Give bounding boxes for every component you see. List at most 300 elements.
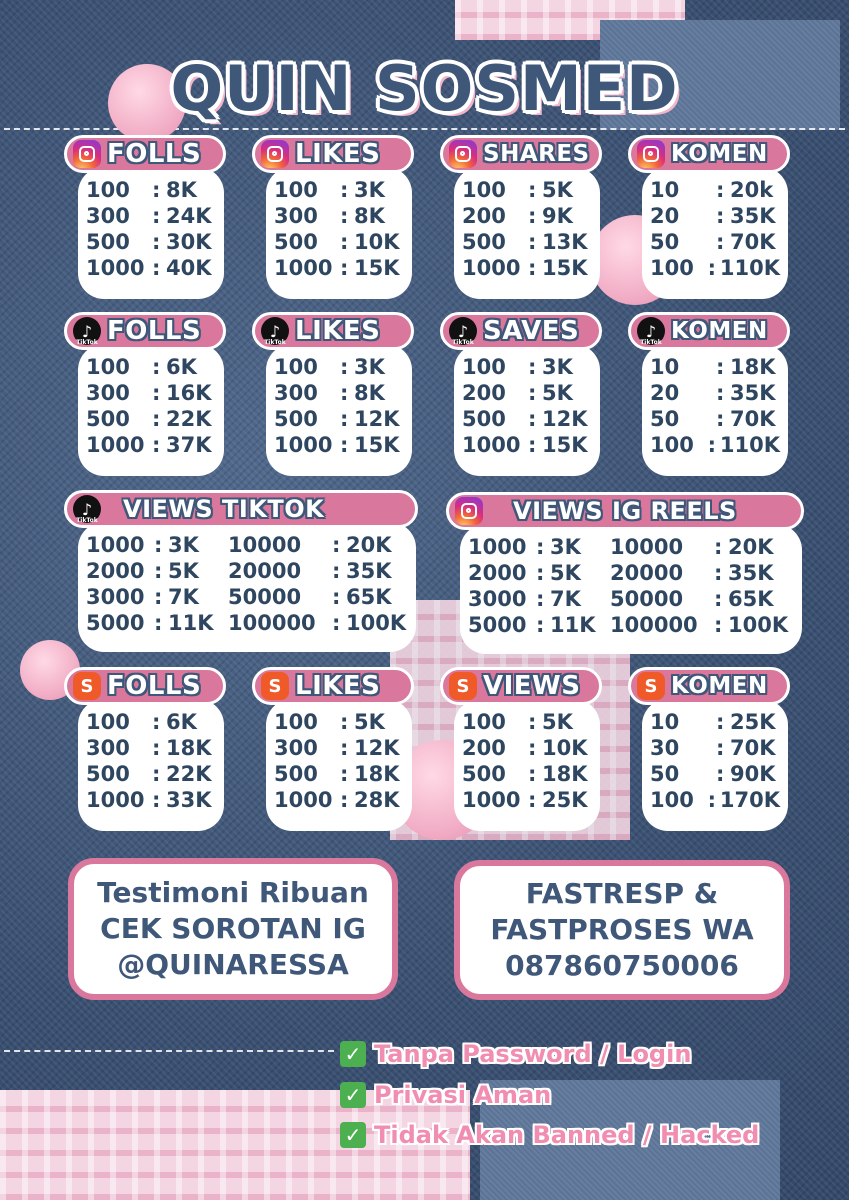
- separator: :: [716, 736, 725, 760]
- card-header: [252, 312, 414, 350]
- quantity: 10: [650, 710, 680, 734]
- price: 3K: [354, 355, 385, 379]
- separator: :: [536, 535, 545, 559]
- feature-item: [340, 1040, 691, 1068]
- price-list: [642, 699, 788, 831]
- price: 3K: [550, 535, 581, 559]
- card-header: [440, 667, 602, 705]
- quantity: 50: [650, 762, 680, 786]
- separator: :: [340, 710, 349, 734]
- card-title: FOLLS: [107, 671, 202, 701]
- price-row: [274, 229, 404, 255]
- shopee-komen-card: [628, 667, 798, 837]
- separator: :: [340, 355, 349, 379]
- tiktok-icon: ♪ TikTok: [261, 317, 289, 345]
- quantity: 2000: [468, 561, 527, 585]
- quantity: 1000: [86, 533, 145, 557]
- price-row: [462, 255, 592, 281]
- card-title: SAVES: [483, 316, 580, 346]
- shopee-icon: S: [261, 672, 289, 700]
- check-icon: ✓: [340, 1122, 366, 1148]
- feature-item: [340, 1121, 759, 1149]
- price: 3K: [354, 178, 385, 202]
- separator: :: [716, 178, 725, 202]
- card-header: [440, 135, 602, 173]
- quantity: 3000: [468, 587, 527, 611]
- contact-phone: 087860750006: [505, 949, 739, 982]
- card-header: [64, 312, 226, 350]
- quantity: 100: [86, 178, 130, 202]
- testimoni-line: CEK SOROTAN IG: [100, 912, 366, 945]
- price: 7K: [550, 587, 581, 611]
- ig-likes-card: [252, 135, 422, 305]
- tiktok-icon: ♪ TikTok: [637, 317, 665, 345]
- price-row: [86, 203, 216, 229]
- card-header: [64, 135, 226, 173]
- separator: :: [528, 433, 537, 457]
- price-row: [650, 406, 780, 432]
- price: 5K: [168, 559, 199, 583]
- testimoni-box: [68, 858, 398, 1000]
- price-row: [86, 532, 408, 558]
- separator: :: [714, 613, 723, 637]
- price-list: [642, 167, 788, 299]
- price: 10K: [542, 736, 588, 760]
- quantity: 300: [86, 381, 130, 405]
- separator: :: [154, 559, 163, 583]
- price-row: [650, 380, 780, 406]
- card-title: VIEWS TIKTOK: [123, 495, 325, 523]
- card-header: [64, 667, 226, 705]
- separator: :: [528, 204, 537, 228]
- price-row: [462, 229, 592, 255]
- price-row: [468, 612, 794, 638]
- price-row: [650, 432, 780, 458]
- card-title: LIKES: [295, 139, 381, 169]
- card-header: [440, 312, 602, 350]
- separator: :: [152, 407, 161, 431]
- price-list: [78, 522, 416, 652]
- price: 16K: [166, 381, 212, 405]
- card-header: [64, 490, 418, 528]
- price-row: [650, 709, 780, 735]
- price-row: [274, 432, 404, 458]
- quantity: 200: [462, 204, 506, 228]
- price: 18K: [730, 355, 776, 379]
- price: 18K: [166, 736, 212, 760]
- price: 110K: [719, 433, 780, 457]
- card-header: [628, 135, 790, 173]
- price-row: [650, 203, 780, 229]
- separator: :: [152, 256, 161, 280]
- separator: :: [332, 533, 341, 557]
- price-list: [266, 344, 412, 476]
- separator: :: [340, 433, 349, 457]
- quantity: 100: [650, 788, 694, 812]
- card-title: LIKES: [295, 316, 381, 346]
- separator: :: [340, 204, 349, 228]
- price: 15K: [354, 433, 400, 457]
- quantity: 50: [650, 407, 680, 431]
- separator: :: [152, 230, 161, 254]
- quantity: 1000: [274, 433, 333, 457]
- separator: :: [528, 355, 537, 379]
- quantity: 500: [274, 407, 318, 431]
- price: 8K: [166, 178, 197, 202]
- price-row: [274, 406, 404, 432]
- price-row: [86, 354, 216, 380]
- card-header: [628, 667, 790, 705]
- quantity: 10000: [610, 535, 684, 559]
- price: 25K: [542, 788, 588, 812]
- price: 20k: [730, 178, 774, 202]
- instagram-icon: [455, 497, 483, 525]
- price-row: [274, 709, 404, 735]
- price: 35K: [728, 561, 774, 585]
- price: 70K: [730, 230, 776, 254]
- price-row: [86, 255, 216, 281]
- price-list: [78, 344, 224, 476]
- separator: :: [340, 762, 349, 786]
- price-row: [462, 761, 592, 787]
- price: 6K: [166, 355, 197, 379]
- check-icon: ✓: [340, 1082, 366, 1108]
- quantity: 1000: [274, 788, 333, 812]
- price: 170K: [719, 788, 780, 812]
- separator: :: [332, 611, 341, 635]
- separator: :: [340, 256, 349, 280]
- quantity: 100: [462, 178, 506, 202]
- card-title: FOLLS: [107, 316, 202, 346]
- separator: :: [152, 381, 161, 405]
- price: 12K: [542, 407, 588, 431]
- separator: :: [536, 561, 545, 585]
- separator: :: [716, 381, 725, 405]
- feature-label: Privasi Aman: [374, 1081, 552, 1109]
- separator: :: [707, 433, 717, 457]
- quantity: 300: [274, 736, 318, 760]
- separator: :: [528, 178, 537, 202]
- quantity: 5000: [468, 613, 527, 637]
- separator: :: [716, 407, 725, 431]
- testimoni-line: Testimoni Ribuan: [97, 876, 369, 909]
- price: 24K: [166, 204, 212, 228]
- ig-shares-card: [440, 135, 610, 305]
- price-row: [274, 380, 404, 406]
- card-title: FOLLS: [107, 139, 202, 169]
- quantity: 1000: [462, 433, 521, 457]
- price-row: [86, 177, 216, 203]
- price-row: [650, 177, 780, 203]
- separator: :: [340, 788, 349, 812]
- separator: :: [714, 587, 723, 611]
- shopee-folls-card: [64, 667, 234, 837]
- contact-line: FASTRESP &: [525, 877, 719, 910]
- shopee-likes-card: [252, 667, 422, 837]
- price-row: [86, 761, 216, 787]
- price-row: [86, 787, 216, 813]
- quantity: 500: [462, 407, 506, 431]
- quantity: 100: [86, 355, 130, 379]
- price: 100K: [346, 611, 407, 635]
- price: 40K: [166, 256, 212, 280]
- price: 70K: [730, 736, 776, 760]
- quantity: 20000: [228, 559, 302, 583]
- quantity: 100: [650, 433, 694, 457]
- price: 5K: [542, 381, 573, 405]
- card-header: [446, 492, 804, 530]
- separator: :: [340, 407, 349, 431]
- price: 65K: [728, 587, 774, 611]
- feature-item: [340, 1081, 551, 1109]
- price-list: [266, 167, 412, 299]
- card-title: VIEWS IG REELS: [513, 497, 737, 525]
- ig-komen-card: [628, 135, 798, 305]
- quantity: 5000: [86, 611, 145, 635]
- shopee-icon: S: [73, 672, 101, 700]
- separator: :: [714, 561, 723, 585]
- card-title: SHARES: [483, 141, 590, 167]
- separator: :: [716, 355, 725, 379]
- quantity: 20000: [610, 561, 684, 585]
- price-row: [462, 354, 592, 380]
- price-list: [454, 344, 600, 476]
- card-header: [252, 135, 414, 173]
- contact-line: FASTPROSES WA: [490, 913, 754, 946]
- card-header: [252, 667, 414, 705]
- price: 70K: [730, 407, 776, 431]
- price-row: [274, 761, 404, 787]
- shopee-icon: S: [637, 672, 665, 700]
- separator: :: [340, 736, 349, 760]
- price: 28K: [354, 788, 400, 812]
- shopee-views-card: [440, 667, 610, 837]
- quantity: 500: [274, 762, 318, 786]
- instagram-icon: [261, 140, 289, 168]
- quantity: 100000: [610, 613, 698, 637]
- price-row: [462, 735, 592, 761]
- price: 90K: [730, 762, 776, 786]
- price: 18K: [542, 762, 588, 786]
- quantity: 500: [274, 230, 318, 254]
- quantity: 10000: [228, 533, 302, 557]
- separator: :: [528, 788, 537, 812]
- ig-folls-card: [64, 135, 234, 305]
- separator: :: [332, 559, 341, 583]
- price: 35K: [730, 381, 776, 405]
- price: 110K: [719, 256, 780, 280]
- stitch-line: [4, 1050, 334, 1052]
- price: 15K: [542, 433, 588, 457]
- feature-label: Tanpa Password / Login: [374, 1040, 692, 1068]
- quantity: 500: [462, 230, 506, 254]
- separator: :: [528, 710, 537, 734]
- separator: :: [716, 710, 725, 734]
- quantity: 100: [274, 710, 318, 734]
- price-row: [462, 177, 592, 203]
- price: 18K: [354, 762, 400, 786]
- separator: :: [154, 533, 163, 557]
- price-row: [462, 432, 592, 458]
- price: 37K: [166, 433, 212, 457]
- views-tiktok-card: [64, 490, 420, 655]
- separator: :: [707, 788, 717, 812]
- price: 35K: [346, 559, 392, 583]
- separator: :: [528, 762, 537, 786]
- separator: :: [152, 178, 161, 202]
- price-row: [86, 735, 216, 761]
- quantity: 3000: [86, 585, 145, 609]
- quantity: 100: [462, 355, 506, 379]
- quantity: 50000: [228, 585, 302, 609]
- card-header: [628, 312, 790, 350]
- shopee-icon: S: [449, 672, 477, 700]
- separator: :: [716, 762, 725, 786]
- price: 3K: [168, 533, 199, 557]
- price: 65K: [346, 585, 392, 609]
- tiktok-likes-card: [252, 312, 422, 482]
- quantity: 10: [650, 355, 680, 379]
- separator: :: [152, 433, 161, 457]
- card-title: KOMEN: [671, 673, 768, 699]
- separator: :: [152, 762, 161, 786]
- separator: :: [152, 788, 161, 812]
- price-row: [650, 735, 780, 761]
- tiktok-saves-card: [440, 312, 610, 482]
- separator: :: [714, 535, 723, 559]
- quantity: 100: [274, 178, 318, 202]
- price-row: [462, 787, 592, 813]
- quantity: 10: [650, 178, 680, 202]
- price-row: [86, 432, 216, 458]
- price: 12K: [354, 407, 400, 431]
- quantity: 200: [462, 736, 506, 760]
- price: 7K: [168, 585, 199, 609]
- price: 5K: [354, 710, 385, 734]
- separator: :: [152, 736, 161, 760]
- quantity: 1000: [86, 433, 145, 457]
- separator: :: [528, 381, 537, 405]
- tiktok-komen-card: [628, 312, 798, 482]
- price: 30K: [166, 230, 212, 254]
- tiktok-icon: ♪ TikTok: [449, 317, 477, 345]
- price: 15K: [354, 256, 400, 280]
- price-row: [650, 255, 780, 281]
- separator: :: [340, 381, 349, 405]
- price: 9K: [542, 204, 573, 228]
- card-title: KOMEN: [671, 141, 768, 167]
- quantity: 1000: [86, 256, 145, 280]
- price: 20K: [346, 533, 392, 557]
- separator: :: [154, 585, 163, 609]
- price-list: [460, 524, 802, 654]
- quantity: 100000: [228, 611, 316, 635]
- tiktok-icon: ♪ TikTok: [73, 495, 101, 523]
- price: 8K: [354, 381, 385, 405]
- price-row: [274, 735, 404, 761]
- price: 100K: [728, 613, 789, 637]
- quantity: 200: [462, 381, 506, 405]
- separator: :: [528, 256, 537, 280]
- quantity: 300: [86, 736, 130, 760]
- price-row: [468, 534, 794, 560]
- price-row: [86, 610, 408, 636]
- quantity: 30: [650, 736, 680, 760]
- price-row: [86, 558, 408, 584]
- quantity: 20: [650, 204, 680, 228]
- separator: :: [340, 230, 349, 254]
- separator: :: [152, 355, 161, 379]
- page-title: QUIN SOSMED: [170, 52, 679, 125]
- price: 22K: [166, 762, 212, 786]
- instagram-icon: [449, 140, 477, 168]
- price-list: [78, 699, 224, 831]
- quantity: 1000: [274, 256, 333, 280]
- separator: :: [716, 230, 725, 254]
- quantity: 100: [274, 355, 318, 379]
- quantity: 100: [650, 256, 694, 280]
- price-list: [454, 167, 600, 299]
- quantity: 100: [462, 710, 506, 734]
- price-row: [462, 203, 592, 229]
- tiktok-folls-card: [64, 312, 234, 482]
- quantity: 1000: [86, 788, 145, 812]
- separator: :: [152, 204, 161, 228]
- separator: :: [716, 204, 725, 228]
- instagram-icon: [637, 140, 665, 168]
- price: 8K: [354, 204, 385, 228]
- quantity: 300: [86, 204, 130, 228]
- price-row: [462, 380, 592, 406]
- price: 6K: [166, 710, 197, 734]
- check-icon: ✓: [340, 1041, 366, 1067]
- price-row: [650, 761, 780, 787]
- quantity: 300: [274, 381, 318, 405]
- quantity: 500: [86, 407, 130, 431]
- separator: :: [332, 585, 341, 609]
- price: 25K: [730, 710, 776, 734]
- separator: :: [528, 407, 537, 431]
- price-row: [468, 560, 794, 586]
- quantity: 500: [462, 762, 506, 786]
- price-list: [642, 344, 788, 476]
- price-row: [274, 354, 404, 380]
- price: 33K: [166, 788, 212, 812]
- quantity: 1000: [462, 788, 521, 812]
- price: 11K: [550, 613, 596, 637]
- price: 35K: [730, 204, 776, 228]
- price: 11K: [168, 611, 214, 635]
- quantity: 20: [650, 381, 680, 405]
- quantity: 50000: [610, 587, 684, 611]
- price: 13K: [542, 230, 588, 254]
- price-row: [86, 406, 216, 432]
- price-row: [274, 177, 404, 203]
- price-list: [454, 699, 600, 831]
- quantity: 100: [86, 710, 130, 734]
- price: 15K: [542, 256, 588, 280]
- price: 20K: [728, 535, 774, 559]
- card-title: VIEWS: [483, 671, 581, 701]
- price: 12K: [354, 736, 400, 760]
- quantity: 300: [274, 204, 318, 228]
- separator: :: [528, 736, 537, 760]
- price-row: [86, 584, 408, 610]
- quantity: 50: [650, 230, 680, 254]
- card-title: LIKES: [295, 671, 381, 701]
- separator: :: [707, 256, 717, 280]
- separator: :: [154, 611, 163, 635]
